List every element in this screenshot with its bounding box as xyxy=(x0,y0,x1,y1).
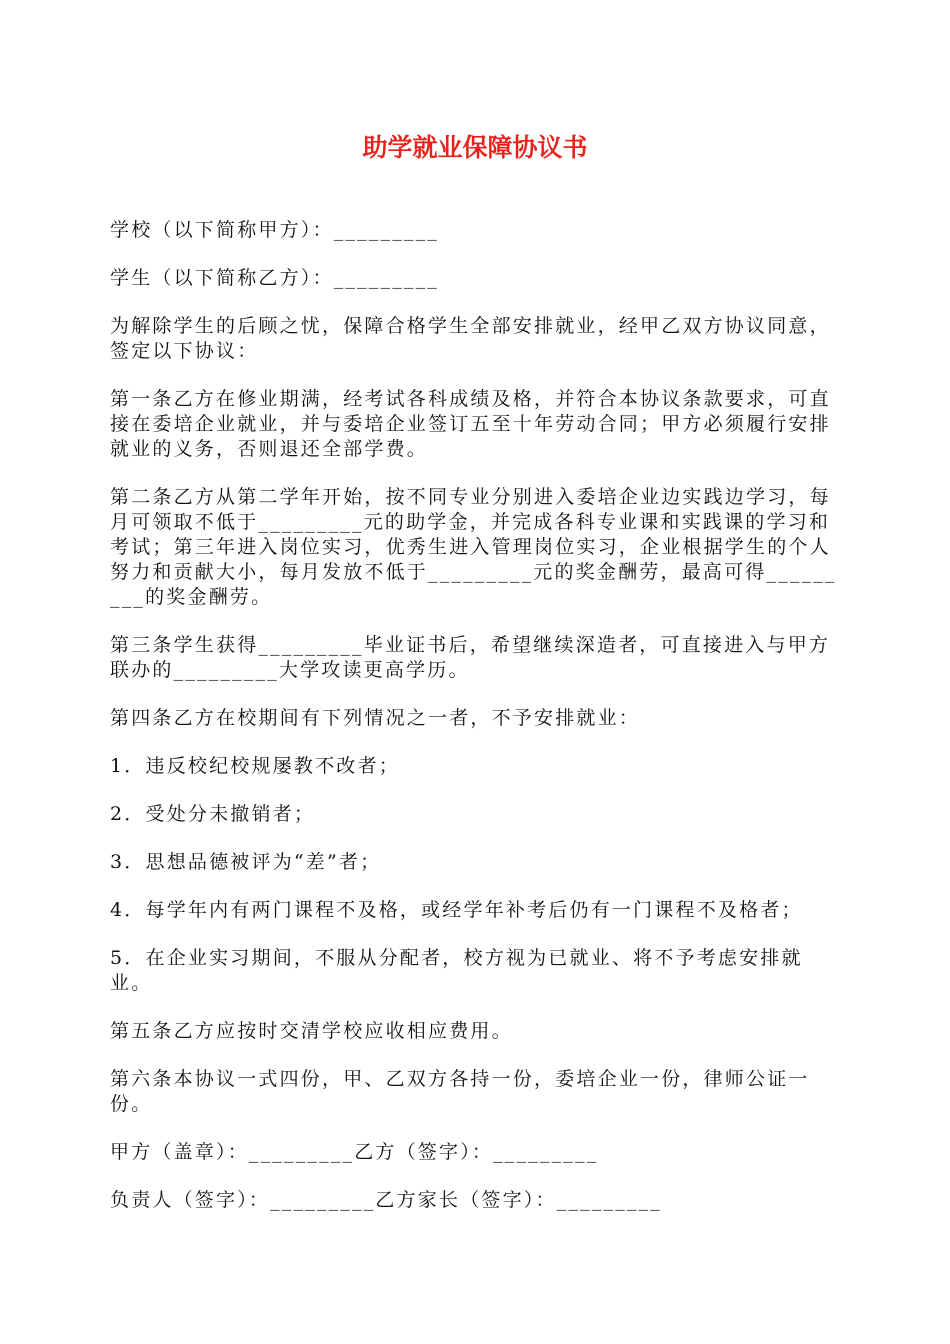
article-3-paragraph: 第三条学生获得_________毕业证书后，希望继续深造者，可直接进入与甲方联办的_________大学攻读更高学历。 xyxy=(110,634,831,681)
article-6-paragraph: 第六条本协议一式四份，甲、乙双方各持一份，委培企业一份，律师公证一份。 xyxy=(110,1068,810,1115)
party-b-line: 学生（以下简称乙方）：_________ xyxy=(110,267,440,289)
document-body xyxy=(110,218,840,1236)
article-1-paragraph: 第一条乙方在修业期满，经考试各科成绩及格，并符合本协议条款要求，可直接在委培企业就业，并与委培企业签订五至十年劳动合同；甲方必须履行安排就业的义务，否则退还全部学费。 xyxy=(110,388,831,460)
party-a-line: 学校（以下简称甲方）：_________ xyxy=(110,219,440,241)
list-item-3: 3．思想品德被评为“差”者； xyxy=(110,851,382,873)
signature-line-1: 甲方（盖章）：_________乙方（签字）：_________ xyxy=(110,1141,599,1163)
signature-line-2: 负责人（签字）：_________乙方家长（签字）：_________ xyxy=(110,1189,663,1211)
list-item-2: 2．受处分未撤销者； xyxy=(110,803,316,825)
list-item-5: 5．在企业实习期间，不服从分配者，校方视为已就业、将不予考虑安排就业。 xyxy=(110,947,803,994)
list-item-4: 4．每学年内有两门课程不及格，或经学年补考后仍有一门课程不及格者； xyxy=(110,899,803,921)
document-title: 助学就业保障协议书 xyxy=(362,133,588,162)
article-5-paragraph: 第五条乙方应按时交清学校应收相应费用。 xyxy=(110,1020,513,1042)
list-item-1: 1．违反校纪校规屡教不改者； xyxy=(110,755,400,777)
preamble-paragraph: 为解除学生的后顾之忧，保障合格学生全部安排就业，经甲乙双方协议同意，签定以下协议： xyxy=(110,315,831,362)
article-2-paragraph: 第二条乙方从第二学年开始，按不同专业分别进入委培企业边实践边学习，每月可领取不低于_________元的助学金，并完成各科专业课和实践课的学习和考试；第三年进入岗位实习，优秀生进入管理岗位实习，企业根据学生的个人努力和贡献大小，每月发放不低于_________元的奖金酬劳，最高可得_________的奖金酬劳。 xyxy=(110,486,837,608)
article-4-paragraph: 第四条乙方在校期间有下列情况之一者，不予安排就业： xyxy=(110,707,641,729)
